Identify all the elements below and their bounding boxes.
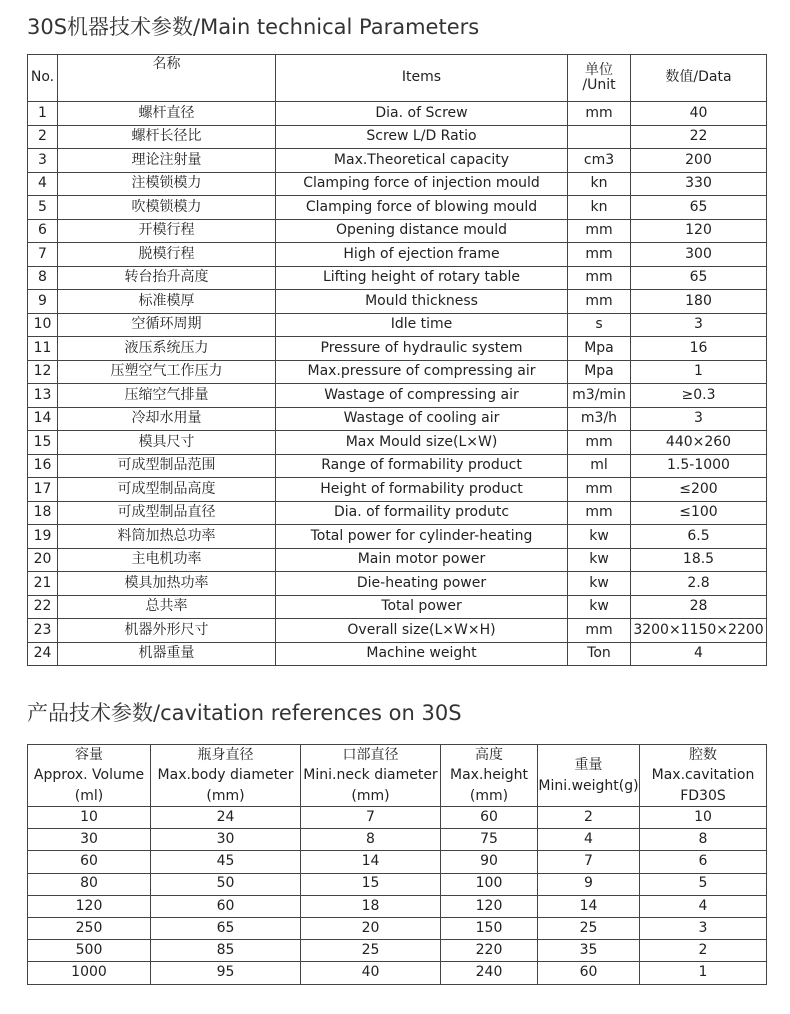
cell-no: 7: [28, 243, 58, 267]
cell-cavitation: 10: [640, 807, 767, 829]
cell-name: 注模锁模力: [58, 172, 276, 196]
header-line: 瓶身直径: [197, 747, 254, 764]
cell-name: 螺杆长径比: [58, 125, 276, 149]
cell-name: 冷却水用量: [58, 407, 276, 431]
cell-no: 22: [28, 595, 58, 619]
cell-unit: m3/h: [568, 407, 631, 431]
cell-name: 液压系统压力: [58, 337, 276, 361]
table-row: [28, 525, 767, 549]
cell-weight: 9: [538, 873, 640, 895]
cell-volume: 30: [28, 829, 151, 851]
cell-item: Range of formability product: [276, 454, 568, 478]
cell-name: 开模行程: [58, 219, 276, 243]
cell-no: 14: [28, 407, 58, 431]
cell-name: 机器重量: [58, 642, 276, 666]
cell-item: Dia. of Screw: [276, 102, 568, 126]
table-row: [28, 219, 767, 243]
cell-item: Max.pressure of compressing air: [276, 360, 568, 384]
table-row: [28, 851, 767, 873]
cell-value: ≤200: [631, 478, 767, 502]
cell-no: 10: [28, 313, 58, 337]
cell-height: 120: [441, 895, 538, 917]
cell-volume: 10: [28, 807, 151, 829]
table-row: [28, 360, 767, 384]
cell-cavitation: 4: [640, 895, 767, 917]
cell-value: 3: [631, 407, 767, 431]
table-row: [28, 337, 767, 361]
cell-unit: [568, 125, 631, 149]
cell-value: ≤100: [631, 501, 767, 525]
table-row: [28, 940, 767, 962]
cell-no: 4: [28, 172, 58, 196]
header-data: 数值/Data: [631, 55, 767, 102]
table-row: [28, 102, 767, 126]
main-params-table: [27, 54, 767, 666]
cell-item: Max Mould size(L×W): [276, 431, 568, 455]
cell-no: 1: [28, 102, 58, 126]
header-height: [441, 745, 538, 807]
header-line: 重量: [574, 757, 603, 774]
cell-value: 40: [631, 102, 767, 126]
cell-height: 75: [441, 829, 538, 851]
cell-weight: 60: [538, 962, 640, 984]
cell-name: 主电机功率: [58, 548, 276, 572]
table-row: [28, 478, 767, 502]
cell-neck-diameter: 14: [301, 851, 441, 873]
cell-weight: 25: [538, 917, 640, 939]
table-row: [28, 917, 767, 939]
header-line: 高度: [475, 747, 503, 764]
table-row: [28, 384, 767, 408]
cavitation-title: 产品技术参数/cavitation references on 30S: [27, 701, 462, 725]
cell-item: Height of formability product: [276, 478, 568, 502]
cell-weight: 14: [538, 895, 640, 917]
cell-value: 65: [631, 266, 767, 290]
main-params-title: 30S机器技术参数/Main technical Parameters: [27, 15, 480, 39]
cell-name: 标准模厚: [58, 290, 276, 314]
cell-name: 可成型制品范围: [58, 454, 276, 478]
cell-value: 3: [631, 313, 767, 337]
cell-no: 9: [28, 290, 58, 314]
cell-height: 240: [441, 962, 538, 984]
header-line: (ml): [74, 787, 104, 804]
cell-item: Main motor power: [276, 548, 568, 572]
table-row: [28, 642, 767, 666]
cell-item: Total power for cylinder-heating: [276, 525, 568, 549]
cell-unit: mm: [568, 290, 631, 314]
cell-body-diameter: 30: [151, 829, 301, 851]
cell-name: 总共率: [58, 595, 276, 619]
cell-unit: kw: [568, 595, 631, 619]
cell-name: 理论注射量: [58, 149, 276, 173]
table-row: [28, 172, 767, 196]
cell-value: 16: [631, 337, 767, 361]
cell-value: 1.5-1000: [631, 454, 767, 478]
cell-value: 3200×1150×2200: [631, 619, 767, 643]
cell-item: Dia. of formaility produtc: [276, 501, 568, 525]
cell-name: 吹模锁模力: [58, 196, 276, 220]
cell-cavitation: 6: [640, 851, 767, 873]
table-row: [28, 243, 767, 267]
cell-item: Idle time: [276, 313, 568, 337]
cell-item: High of ejection frame: [276, 243, 568, 267]
table-row: [28, 619, 767, 643]
header-line: Max.cavitation: [651, 767, 755, 784]
table-row: [28, 266, 767, 290]
cell-name: 模具加热功率: [58, 572, 276, 596]
cell-volume: 1000: [28, 962, 151, 984]
cell-height: 220: [441, 940, 538, 962]
cell-height: 60: [441, 807, 538, 829]
header-line: 容量: [75, 747, 103, 764]
cell-neck-diameter: 20: [301, 917, 441, 939]
table-row: [28, 807, 767, 829]
table-row: [28, 454, 767, 478]
cell-weight: 2: [538, 807, 640, 829]
cell-weight: 35: [538, 940, 640, 962]
header-line: Max.height: [449, 767, 529, 784]
cavitation-header-row: [28, 745, 767, 807]
header-name: 名称: [58, 55, 276, 102]
cell-item: Clamping force of blowing mould: [276, 196, 568, 220]
cell-unit: mm: [568, 219, 631, 243]
table-row: [28, 125, 767, 149]
table-row: [28, 196, 767, 220]
cell-no: 5: [28, 196, 58, 220]
cell-unit: Mpa: [568, 337, 631, 361]
header-line: Approx. Volume: [33, 767, 145, 784]
cell-no: 23: [28, 619, 58, 643]
cell-name: 转台抬升高度: [58, 266, 276, 290]
table-row: [28, 313, 767, 337]
header-line: (mm): [469, 787, 509, 804]
cell-volume: 60: [28, 851, 151, 873]
cell-unit: mm: [568, 619, 631, 643]
cell-name: 可成型制品直径: [58, 501, 276, 525]
header-line: Max.body diameter: [157, 767, 294, 784]
cell-volume: 120: [28, 895, 151, 917]
cell-no: 3: [28, 149, 58, 173]
cell-no: 2: [28, 125, 58, 149]
cell-unit: ml: [568, 454, 631, 478]
cell-item: Wastage of compressing air: [276, 384, 568, 408]
cell-unit: m3/min: [568, 384, 631, 408]
cell-item: Lifting height of rotary table: [276, 266, 568, 290]
header-line: 腔数: [689, 747, 717, 764]
table-row: [28, 873, 767, 895]
cell-no: 21: [28, 572, 58, 596]
header-line: (mm): [351, 787, 390, 804]
cell-name: 压缩空气排量: [58, 384, 276, 408]
cell-value: 180: [631, 290, 767, 314]
cell-cavitation: 2: [640, 940, 767, 962]
cell-name: 模具尺寸: [58, 431, 276, 455]
cell-neck-diameter: 15: [301, 873, 441, 895]
cell-value: 330: [631, 172, 767, 196]
cell-no: 15: [28, 431, 58, 455]
cell-no: 19: [28, 525, 58, 549]
cell-unit: kw: [568, 548, 631, 572]
cell-value: 28: [631, 595, 767, 619]
header-line: 口部直径: [342, 747, 399, 764]
header-line: Mini.weight(g): [538, 777, 639, 794]
cell-unit: mm: [568, 478, 631, 502]
cell-neck-diameter: 25: [301, 940, 441, 962]
cell-weight: 7: [538, 851, 640, 873]
cell-name: 压塑空气工作压力: [58, 360, 276, 384]
cell-item: Wastage of cooling air: [276, 407, 568, 431]
cell-no: 11: [28, 337, 58, 361]
cell-neck-diameter: 40: [301, 962, 441, 984]
cell-unit: mm: [568, 266, 631, 290]
cell-no: 18: [28, 501, 58, 525]
cell-value: ≥0.3: [631, 384, 767, 408]
header-cavitation: [640, 745, 767, 807]
cell-name: 机器外形尺寸: [58, 619, 276, 643]
header-body-diameter: [151, 745, 301, 807]
header-neck-diameter: [301, 745, 441, 807]
cell-unit: mm: [568, 431, 631, 455]
cell-value: 300: [631, 243, 767, 267]
cell-body-diameter: 95: [151, 962, 301, 984]
header-items: Items: [276, 55, 568, 102]
cell-item: Machine weight: [276, 642, 568, 666]
cell-no: 6: [28, 219, 58, 243]
cell-name: 可成型制品高度: [58, 478, 276, 502]
cell-value: 4: [631, 642, 767, 666]
header-no: No.: [28, 55, 58, 102]
cell-unit: kn: [568, 172, 631, 196]
cell-height: 150: [441, 917, 538, 939]
header-unit-en: /Unit: [582, 77, 616, 93]
cell-height: 90: [441, 851, 538, 873]
cell-cavitation: 8: [640, 829, 767, 851]
table-row: [28, 290, 767, 314]
cell-no: 13: [28, 384, 58, 408]
cell-unit: Ton: [568, 642, 631, 666]
header-unit-cn: 单位: [585, 61, 613, 78]
main-params-header-row: [28, 55, 767, 102]
cell-unit: Mpa: [568, 360, 631, 384]
cell-body-diameter: 50: [151, 873, 301, 895]
cell-volume: 250: [28, 917, 151, 939]
cell-item: Pressure of hydraulic system: [276, 337, 568, 361]
cell-item: Total power: [276, 595, 568, 619]
cell-unit: s: [568, 313, 631, 337]
header-weight: [538, 745, 640, 807]
cell-cavitation: 5: [640, 873, 767, 895]
cell-neck-diameter: 7: [301, 807, 441, 829]
cavitation-table: [27, 744, 767, 985]
cell-value: 440×260: [631, 431, 767, 455]
header-line: Mini.neck diameter: [303, 767, 438, 784]
cell-unit: mm: [568, 102, 631, 126]
cell-unit: mm: [568, 501, 631, 525]
cell-no: 24: [28, 642, 58, 666]
cell-no: 17: [28, 478, 58, 502]
cell-cavitation: 3: [640, 917, 767, 939]
cell-value: 18.5: [631, 548, 767, 572]
cell-value: 120: [631, 219, 767, 243]
table-row: [28, 962, 767, 984]
cell-item: Opening distance mould: [276, 219, 568, 243]
cell-value: 6.5: [631, 525, 767, 549]
cell-neck-diameter: 8: [301, 829, 441, 851]
table-row: [28, 431, 767, 455]
cell-unit: kw: [568, 572, 631, 596]
header-unit: [568, 55, 631, 102]
cell-body-diameter: 65: [151, 917, 301, 939]
header-line: (mm): [206, 787, 245, 804]
header-line: FD30S: [680, 787, 726, 804]
cell-item: Mould thickness: [276, 290, 568, 314]
table-row: [28, 501, 767, 525]
cell-body-diameter: 85: [151, 940, 301, 962]
cell-item: Clamping force of injection mould: [276, 172, 568, 196]
cell-body-diameter: 45: [151, 851, 301, 873]
cell-no: 20: [28, 548, 58, 572]
cell-no: 16: [28, 454, 58, 478]
cell-item: Screw L/D Ratio: [276, 125, 568, 149]
table-row: [28, 895, 767, 917]
cell-unit: kn: [568, 196, 631, 220]
table-row: [28, 548, 767, 572]
cell-name: 料筒加热总功率: [58, 525, 276, 549]
header-volume: [28, 745, 151, 807]
table-row: [28, 407, 767, 431]
cell-body-diameter: 60: [151, 895, 301, 917]
cell-no: 12: [28, 360, 58, 384]
table-row: [28, 572, 767, 596]
cell-height: 100: [441, 873, 538, 895]
cell-name: 螺杆直径: [58, 102, 276, 126]
table-row: [28, 595, 767, 619]
cell-item: Die-heating power: [276, 572, 568, 596]
cell-unit: cm3: [568, 149, 631, 173]
table-row: [28, 149, 767, 173]
cell-value: 22: [631, 125, 767, 149]
cell-item: Overall size(L×W×H): [276, 619, 568, 643]
cell-name: 脱模行程: [58, 243, 276, 267]
cell-neck-diameter: 18: [301, 895, 441, 917]
cell-no: 8: [28, 266, 58, 290]
cell-volume: 80: [28, 873, 151, 895]
cell-value: 200: [631, 149, 767, 173]
cell-value: 1: [631, 360, 767, 384]
cell-weight: 4: [538, 829, 640, 851]
table-row: [28, 829, 767, 851]
cell-value: 65: [631, 196, 767, 220]
cell-item: Max.Theoretical capacity: [276, 149, 568, 173]
cell-value: 2.8: [631, 572, 767, 596]
cell-cavitation: 1: [640, 962, 767, 984]
cell-unit: kw: [568, 525, 631, 549]
cell-name: 空循环周期: [58, 313, 276, 337]
cell-body-diameter: 24: [151, 807, 301, 829]
cell-volume: 500: [28, 940, 151, 962]
cell-unit: mm: [568, 243, 631, 267]
